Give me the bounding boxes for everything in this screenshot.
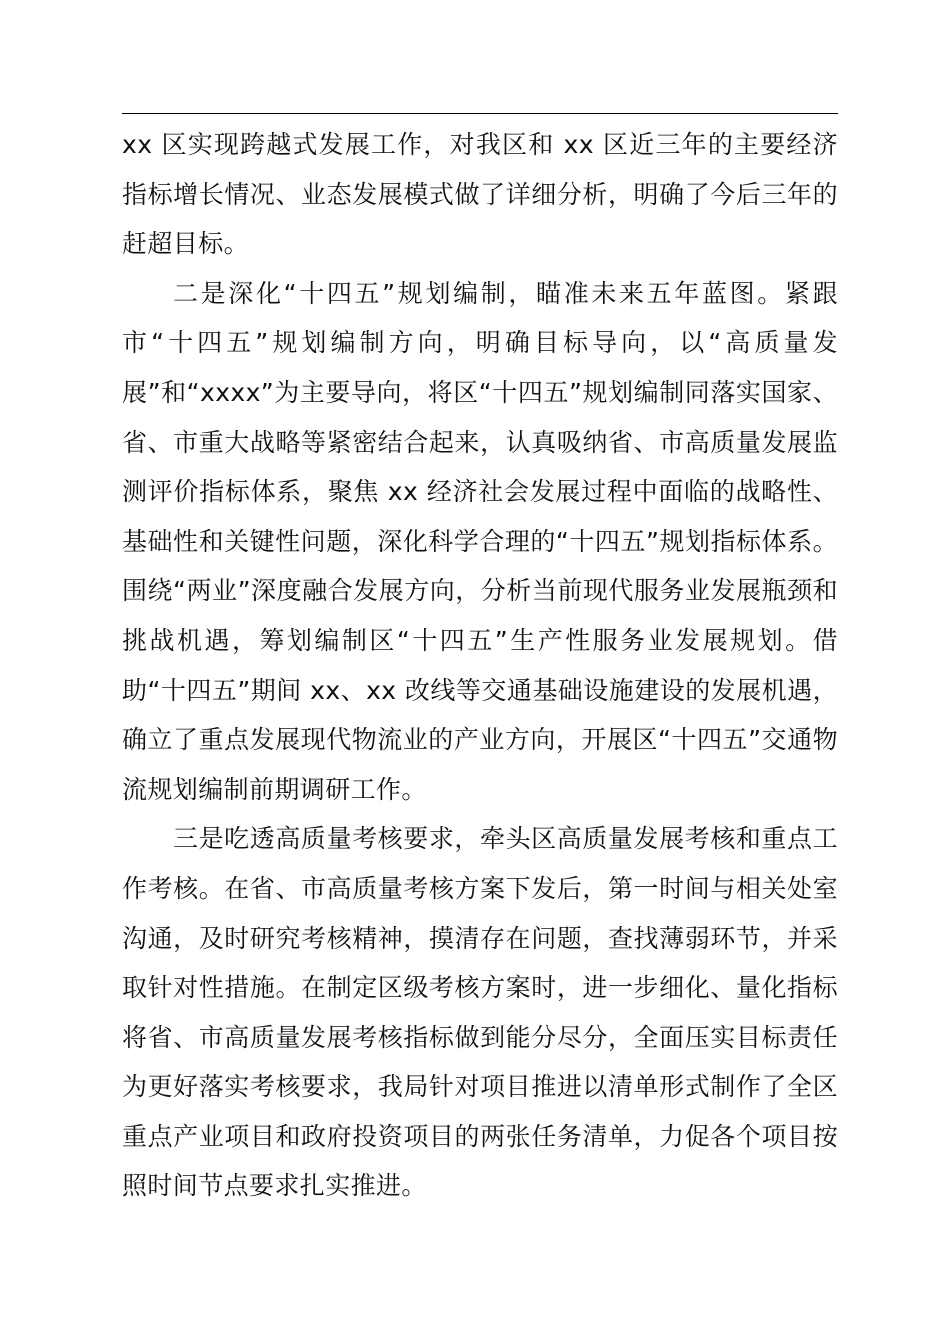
paragraph-fourteenth-five-year-plan: 二是深化“十四五”规划编制，瞄准未来五年蓝图。紧跟市“十四五”规划编制方向，明确目标导向，以“高质量发展”和“xxxx”为主要导向，将区“十四五”规划编制同落实国家、省、市重大战略等紧密结合起来，认真吸纳省、市高质量发展监测评价指标体系，聚焦 xx 经济社会发展过程中面临的战略性、基础性和关键性问题，深化科学合理的“十四五”规划指标体系。围绕“两业”深度融合发展方向，分析当前现代服务业发展瓶颈和挑战机遇，筹划编制区“十四五”生产性服务业发展规划。借助“十四五”期间 xx、xx 改线等交通基础设施建设的发展机遇，确立了重点发展现代物流业的产业方向，开展区“十四五”交通物流规划编制前期调研工作。	[122, 278, 838, 804]
header-rule	[122, 113, 838, 114]
paragraph-continued-analysis: xx 区实现跨越式发展工作，对我区和 xx 区近三年的主要经济指标增长情况、业态发展模式做了详细分析，明确了今后三年的赶超目标。	[122, 130, 838, 259]
document-body	[122, 120, 838, 1211]
paragraph-quality-assessment: 三是吃透高质量考核要求，牵头区高质量发展考核和重点工作考核。在省、市高质量考核方案下发后，第一时间与相关处室沟通，及时研究考核精神，摸清存在问题，查找薄弱环节，并采取针对性措施。在制定区级考核方案时，进一步细化、量化指标将省、市高质量发展考核指标做到能分尽分，全面压实目标责任为更好落实考核要求，我局针对项目推进以清单形式制作了全区重点产业项目和政府投资项目的两张任务清单，力促各个项目按照时间节点要求扎实推进。	[122, 824, 838, 1201]
